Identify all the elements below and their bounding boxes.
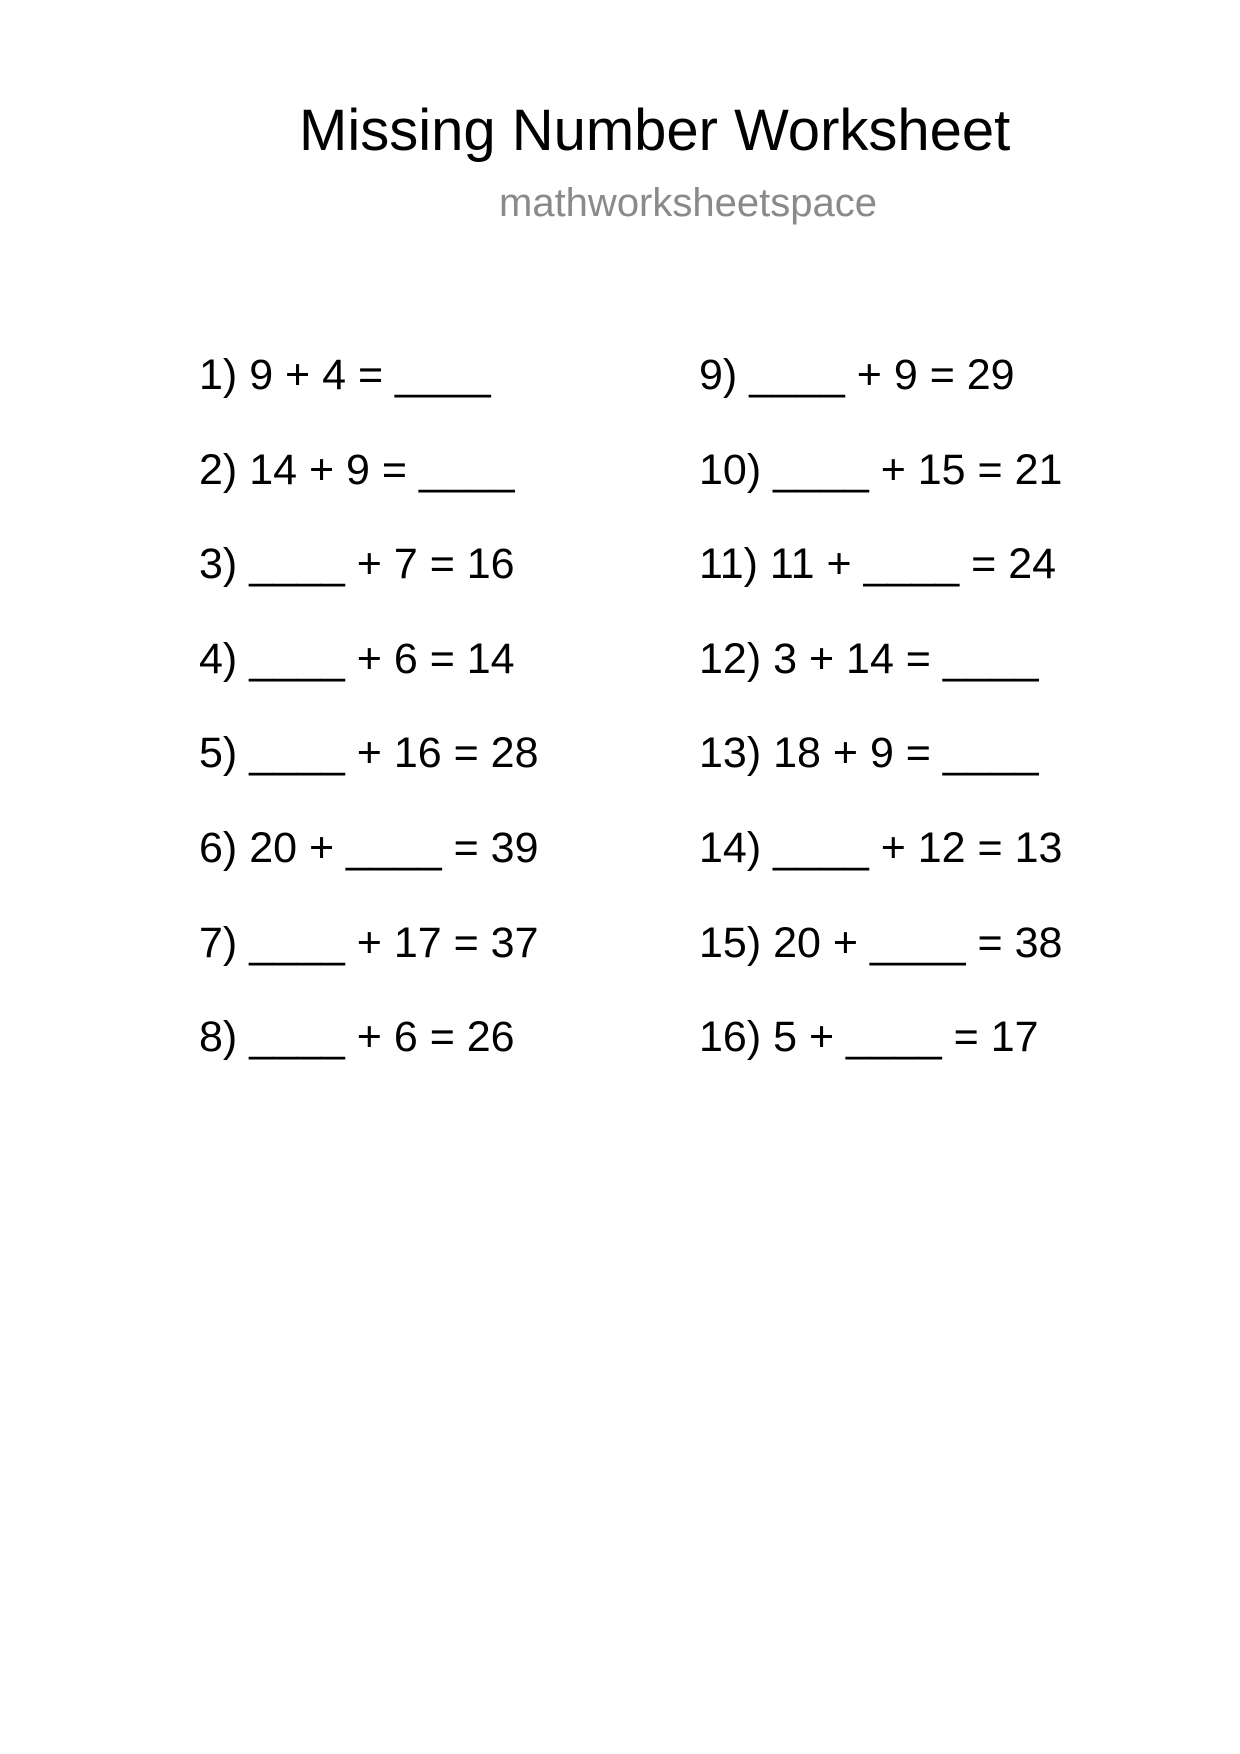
- worksheet-title: Missing Number Worksheet: [299, 98, 1011, 163]
- problem-row: [699, 345, 1062, 440]
- problem-number: 7): [199, 918, 238, 967]
- problem-number: 14): [699, 823, 762, 872]
- problem-row: [199, 629, 539, 724]
- problem-expression: ____ + 15 = 21: [773, 445, 1063, 494]
- problem-number: 13): [699, 729, 762, 778]
- problem-expression: 5 + ____ = 17: [773, 1013, 1039, 1062]
- problem-number: 15): [699, 918, 762, 967]
- problem-expression: ____ + 7 = 16: [249, 540, 515, 589]
- problem-expression: 9 + 4 = ____: [249, 351, 491, 399]
- problems-left-column: [199, 345, 539, 1102]
- problem-row: [699, 534, 1062, 629]
- problem-expression: ____ + 9 = 29: [749, 351, 1015, 399]
- problem-row: [199, 345, 539, 440]
- problem-expression: 11 + ____ = 24: [769, 540, 1057, 589]
- problem-expression: ____ + 16 = 28: [249, 729, 539, 778]
- problem-number: 11): [699, 540, 758, 589]
- problem-expression: 20 + ____ = 38: [773, 918, 1063, 967]
- problem-row: [199, 534, 539, 629]
- problem-row: [699, 1007, 1062, 1102]
- problem-row: [699, 913, 1062, 1008]
- problem-row: [699, 818, 1062, 913]
- problem-number: 12): [699, 634, 762, 683]
- problem-expression: 18 + 9 = ____: [773, 729, 1039, 778]
- problem-number: 9): [699, 351, 738, 399]
- problem-expression: ____ + 12 = 13: [773, 823, 1063, 872]
- problem-number: 5): [199, 729, 238, 778]
- problem-row: [199, 1007, 539, 1102]
- problem-row: [199, 440, 539, 535]
- worksheet-subtitle: mathworksheetspace: [499, 181, 877, 225]
- problem-number: 10): [699, 445, 762, 494]
- problem-number: 6): [199, 823, 238, 872]
- problem-number: 1): [199, 351, 238, 399]
- problem-expression: 20 + ____ = 39: [249, 823, 539, 872]
- problem-row: [699, 723, 1062, 818]
- problem-expression: 14 + 9 = ____: [249, 445, 515, 494]
- problem-expression: ____ + 6 = 26: [249, 1013, 515, 1062]
- problem-number: 4): [199, 634, 238, 683]
- problem-number: 3): [199, 540, 238, 589]
- problem-number: 16): [699, 1013, 762, 1062]
- problem-row: [199, 818, 539, 913]
- problem-row: [699, 629, 1062, 724]
- problem-row: [199, 913, 539, 1008]
- problem-row: [699, 440, 1062, 535]
- problem-expression: ____ + 17 = 37: [249, 918, 539, 967]
- problems-right-column: [699, 345, 1062, 1102]
- problem-expression: ____ + 6 = 14: [249, 634, 515, 683]
- problem-expression: 3 + 14 = ____: [773, 634, 1039, 683]
- problem-number: 2): [199, 445, 238, 494]
- problem-row: [199, 723, 539, 818]
- problem-number: 8): [199, 1013, 238, 1062]
